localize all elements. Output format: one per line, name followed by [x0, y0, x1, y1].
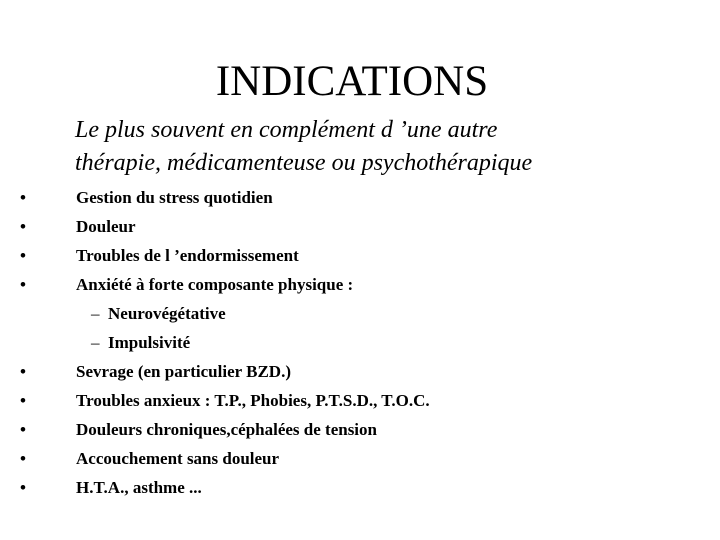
dash-icon: –: [91, 333, 100, 352]
indications-list: [0, 183, 700, 502]
bullet-icon: •: [20, 478, 26, 497]
slide-title: INDICATIONS: [215, 58, 489, 105]
sub-list-item: [0, 328, 700, 357]
bullet-icon: •: [20, 362, 26, 381]
bullet-icon: •: [20, 246, 26, 265]
list-item: [0, 212, 700, 241]
list-item: [0, 386, 700, 415]
intro-text: [75, 114, 695, 180]
list-item-text: Douleur: [76, 217, 136, 236]
bullet-icon: •: [20, 275, 26, 294]
list-item: [0, 270, 700, 299]
sub-list-item-text: Neurovégétative: [108, 304, 226, 323]
list-item: [0, 183, 700, 212]
intro-line-2: thérapie, médicamenteuse ou psychothérapique: [75, 150, 533, 176]
list-item-text: Anxiété à forte composante physique :: [76, 275, 354, 294]
dash-icon: –: [91, 304, 100, 323]
list-item-text: Accouchement sans douleur: [76, 449, 280, 468]
bullet-icon: •: [20, 217, 26, 236]
bullet-icon: •: [20, 449, 26, 468]
sub-list-item: [0, 299, 700, 328]
sub-list-item-text: Impulsivité: [108, 333, 191, 352]
list-item-text: Troubles anxieux : T.P., Phobies, P.T.S.D., T.O.C.: [76, 391, 430, 410]
bullet-icon: •: [20, 188, 26, 207]
list-item: [0, 473, 700, 502]
list-item: [0, 415, 700, 444]
list-item-text: Douleurs chroniques,céphalées de tension: [76, 420, 377, 439]
list-item: [0, 241, 700, 270]
list-item: [0, 444, 700, 473]
bullet-icon: •: [20, 420, 26, 439]
list-item-text: Troubles de l ’endormissement: [76, 246, 299, 265]
list-item-text: Sevrage (en particulier BZD.): [76, 362, 291, 381]
bullet-icon: •: [20, 391, 26, 410]
list-item-text: Gestion du stress quotidien: [76, 188, 273, 207]
list-item-text: H.T.A., asthme ...: [76, 478, 202, 497]
intro-line-1: Le plus souvent en complément d ’une autre: [75, 117, 498, 143]
list-item: [0, 357, 700, 386]
